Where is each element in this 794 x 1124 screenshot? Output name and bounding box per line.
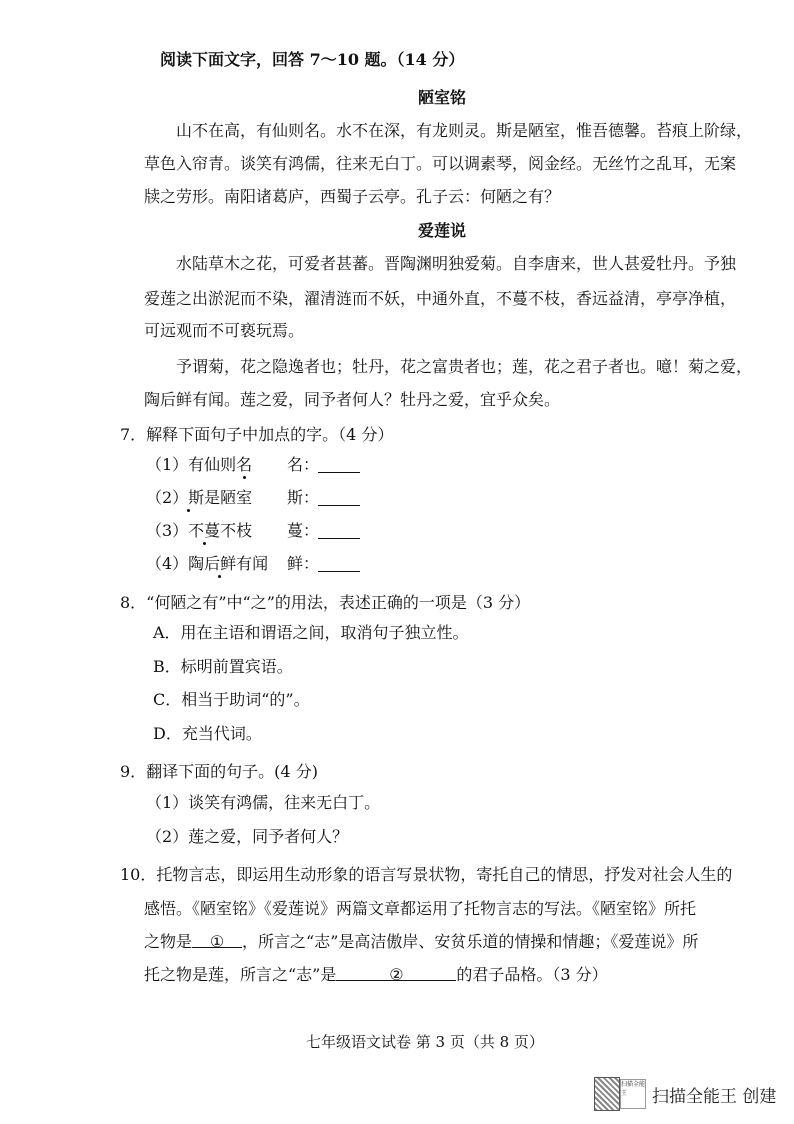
page-footer: 七年级语文试卷 第 3 页（共 8 页） [306, 1033, 544, 1051]
q8-option-a[interactable]: A．用在主语和谓语之间，取消句子独立性。 [153, 623, 469, 642]
emphasis-dot [203, 542, 206, 545]
passage-2-title: 爱莲说 [418, 221, 467, 240]
answer-blank[interactable] [318, 456, 360, 473]
q9-item: （1）谈笑有鸿儒，往来无白丁。 [146, 793, 381, 812]
q7-item-label: （1）有仙则名 [146, 455, 253, 474]
question-10-line: 感悟。《陋室铭》《爱莲说》两篇文章都运用了托物言志的写法。《陋室铭》所托 [144, 899, 697, 918]
emphasis-dot [218, 575, 221, 578]
answer-blank[interactable] [318, 555, 360, 572]
answer-blank[interactable] [318, 522, 360, 539]
question-10-line [144, 931, 698, 953]
q7-item-char: 鲜： [287, 554, 320, 573]
q10-text: 之物是 [144, 932, 193, 951]
q7-item-label: （3）不蔓不枝 [146, 521, 253, 540]
passage-1-line: 草色入帘青。谈笑有鸿儒，往来无白丁。可以调素琴，阅金经。无丝竹之乱耳，无案 [144, 154, 737, 173]
passage-2-line: 水陆草木之花，可爱者甚蕃。晋陶渊明独爱菊。自李唐来，世人甚爱牡丹。予独 [176, 254, 737, 273]
question-9-stem: 9．翻译下面的句子。(4 分) [120, 762, 318, 781]
section-instructions: 阅读下面文字，回答 7～10 题。（14 分） [160, 50, 465, 69]
passage-2-line: 陶后鲜有闻。莲之爱，同予者何人？牡丹之爱，宜乎众矣。 [144, 390, 561, 409]
passage-2-line: 爱莲之出淤泥而不染，濯清涟而不妖，中通外直，不蔓不枝，香远益清，亭亭净植， [144, 289, 737, 308]
answer-blank-1[interactable]: ① [192, 931, 242, 948]
answer-blank-2[interactable]: ② [336, 964, 456, 981]
q7-item-label: （4）陶后鲜有闻 [146, 554, 269, 573]
question-8-stem: 8．“何陋之有”中“之”的用法，表述正确的一项是（3 分） [120, 593, 531, 612]
passage-2-line: 可远观而不可亵玩焉。 [144, 321, 305, 340]
qr-code-icon [594, 1077, 620, 1111]
passage-2-line: 予谓菊，花之隐逸者也；牡丹，花之富贵者也；莲，花之君子者也。噫！菊之爱， [176, 357, 753, 376]
q8-option-b[interactable]: B．标明前置宾语。 [153, 657, 293, 676]
passage-1-line: 山不在高，有仙则名。水不在深，有龙则灵。斯是陋室，惟吾德馨。苔痕上阶绿， [176, 121, 753, 140]
q7-item-char: 蔓： [287, 521, 320, 540]
question-7-stem: 7．解释下面句子中加点的字。（4 分） [120, 425, 394, 444]
passage-1-line: 牍之劳形。南阳诸葛庐，西蜀子云亭。孔子云：何陋之有？ [144, 187, 561, 206]
q10-text: 的君子品格。（3 分） [456, 965, 608, 984]
question-10-line [144, 964, 608, 986]
question-10-line: 10．托物言志，即运用生动形象的语言写景状物，寄托自己的情思，抒发对社会人生的 [120, 865, 733, 884]
q8-option-d[interactable]: D．充当代词。 [153, 724, 262, 743]
q10-text: ，所言之“志”是高洁傲岸、安贫乐道的情操和情趣；《爱莲说》所 [242, 932, 699, 951]
scanner-logo: 扫描全能王 [620, 1079, 646, 1109]
emphasis-dot [187, 509, 190, 512]
q7-item-label: （2）斯是陋室 [146, 488, 253, 507]
scanner-watermark: 扫描全能王 创建 [652, 1087, 777, 1107]
answer-blank[interactable] [318, 489, 360, 506]
q9-item: （2）莲之爱，同予者何人？ [146, 827, 349, 846]
emphasis-dot [243, 476, 246, 479]
q10-text: 托之物是莲，所言之“志”是 [144, 965, 337, 984]
q8-option-c[interactable]: C．相当于助词“的”。 [153, 690, 310, 709]
q7-item-char: 斯： [287, 488, 320, 507]
q7-item-char: 名： [287, 455, 320, 474]
passage-1-title: 陋室铭 [418, 88, 467, 107]
